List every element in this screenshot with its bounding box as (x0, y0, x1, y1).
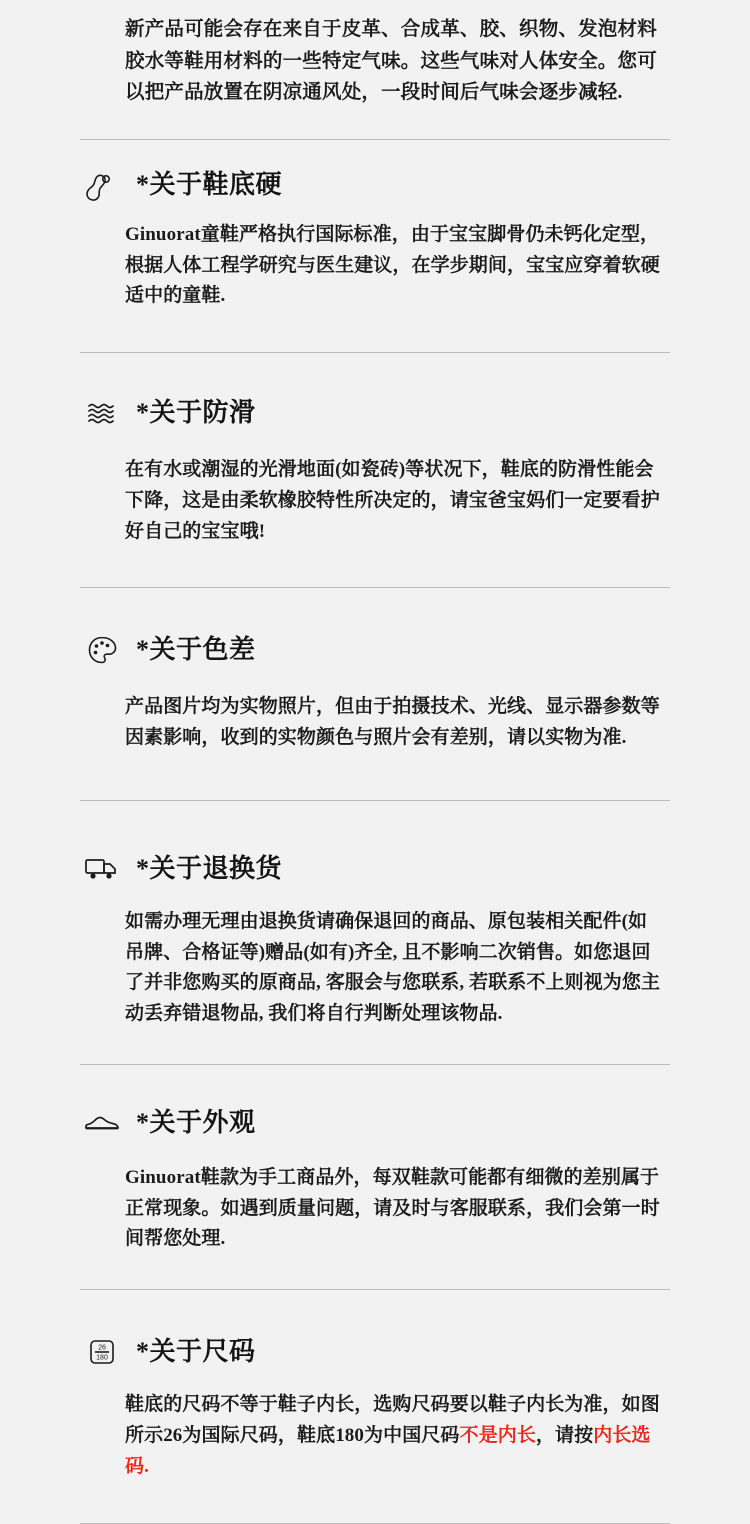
sizing-text-part1: 鞋底的尺码不等于鞋子内长，选购尺码要以鞋子内长为准，如图所示26为国际尺码，鞋底180为中国尺码 (125, 1394, 660, 1446)
section-header-anti-slip (80, 393, 670, 433)
section-returns-exchanges (80, 801, 670, 1030)
waves-icon (82, 393, 122, 433)
section-sole-hardness (80, 140, 670, 312)
section-body-appearance (80, 1163, 670, 1255)
section-sizing (80, 1290, 670, 1482)
section-body-anti-slip (80, 455, 670, 547)
section-body-text-sizing (125, 1390, 666, 1482)
section-body-text: 在有水或潮湿的光滑地面(如瓷砖)等状况下，鞋底的防滑性能会下降，这是由柔软橡胶特性所决定的，请宝爸宝妈们一定要看护好自己的宝宝哦! (125, 459, 660, 542)
section-title-sizing: *关于尺码 (136, 1336, 256, 1366)
section-body-color-difference (80, 692, 670, 754)
section-title-color-difference: *关于色差 (136, 635, 256, 665)
section-title-appearance: *关于外观 (136, 1107, 256, 1137)
palette-icon (82, 630, 122, 670)
section-body-text: Ginuorat鞋款为手工商品外，每双鞋款可能都有细微的差别属于正常现象。如遇到质量问题，请及时与客服联系，我们会第一时间帮您处理. (125, 1166, 660, 1250)
section-body-sole-hardness (80, 220, 670, 312)
section-title-returns-exchanges: *关于退换货 (136, 853, 283, 883)
sizing-highlight-1: 不是内长 (459, 1424, 536, 1446)
sizing-highlight-2: 内长选码. (125, 1424, 651, 1477)
delivery-truck-icon (82, 849, 122, 889)
section-body-text: 如需办理无理由退换货请确保退回的商品、原包装相关配件(如吊牌、合格证等)赠品(如有)齐全, 且不影响二次销售。如您退回了并非您购买的原商品, 客服会与您联系, 若联系不上则视为您主动丢弃错退物品, 我们将自行判断处理该物品. (125, 910, 661, 1025)
intro-paragraph-text: 新产品可能会存在来自于皮革、合成革、胶、织物、发泡材料胶水等鞋用材料的一些特定气味。这些气味对人体安全。您可以把产品放置在阴凉通风处，一段时间后气味会逐步减轻. (125, 19, 657, 104)
section-anti-slip (80, 353, 670, 547)
section-body-sizing (80, 1390, 670, 1482)
section-header-color-difference (80, 630, 670, 670)
sizing-text-part2: ，请按 (535, 1424, 594, 1446)
section-body-returns-exchanges (80, 907, 670, 1030)
section-title-anti-slip: *关于防滑 (136, 397, 256, 427)
shoe-sole-icon (82, 166, 122, 206)
section-header-returns-exchanges (80, 849, 670, 889)
section-body-text: 产品图片均为实物照片，但由于拍摄技术、光线、显示器参数等因素影响，收到的实物颜色与照片会有差别，请以实物为准. (125, 696, 660, 749)
size-label-icon (82, 1332, 122, 1372)
section-body-text: Ginuorat童鞋严格执行国际标准，由于宝宝脚骨仍未钙化定型，根据人体工程学研究与医生建议，在学步期间，宝宝应穿着软硬适中的童鞋. (125, 223, 660, 307)
shoe-outline-icon (82, 1103, 122, 1143)
section-header-appearance (80, 1103, 670, 1143)
section-appearance (80, 1065, 670, 1255)
svg-text:26: 26 (98, 1344, 106, 1352)
section-color-difference (80, 588, 670, 754)
section-title-sole-hardness: *关于鞋底硬 (136, 170, 283, 200)
section-header-sizing (80, 1332, 670, 1372)
section-header-sole-hardness (80, 166, 670, 206)
svg-text:180: 180 (96, 1354, 108, 1362)
divider-sizing (80, 1523, 670, 1524)
intro-paragraph (80, 0, 670, 109)
